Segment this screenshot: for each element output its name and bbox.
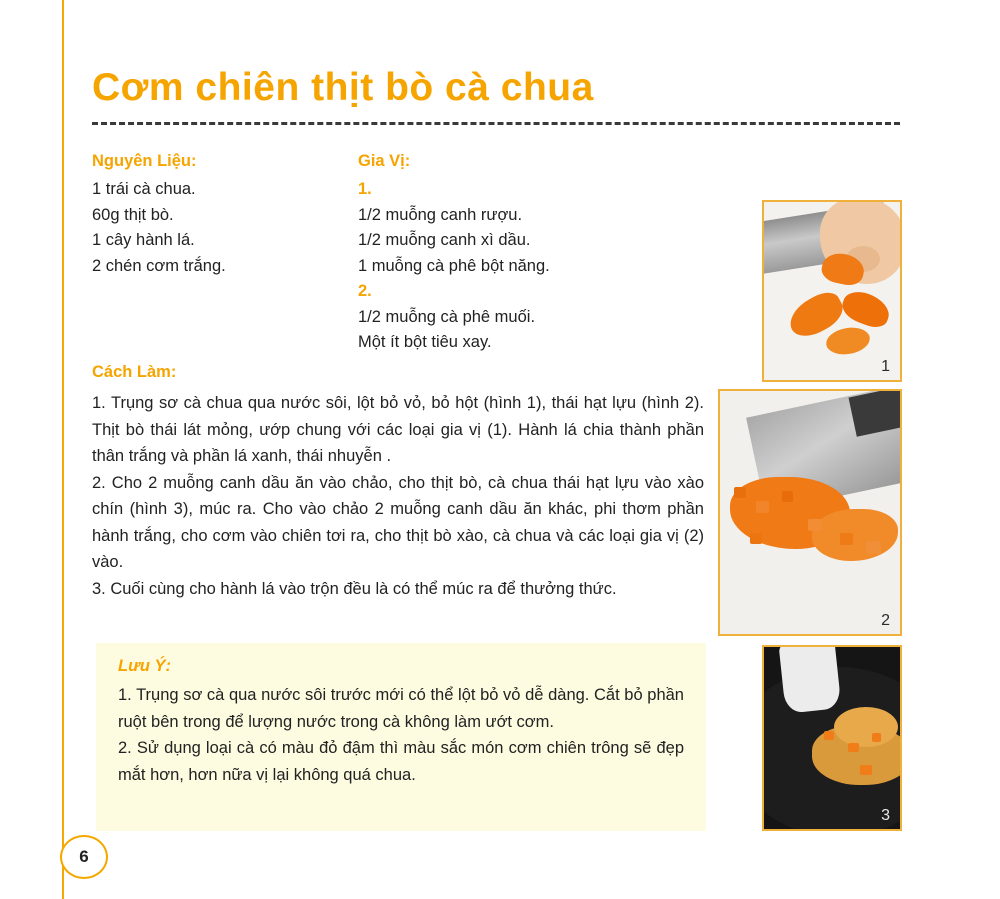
ingredient-item: 1 cây hành lá.: [92, 231, 195, 249]
tomato-dice-shape: [750, 533, 762, 544]
page-number: 6: [60, 835, 108, 879]
step-photo-3: [762, 645, 902, 831]
note-box: [96, 643, 706, 831]
ingredient-item: 2 chén cơm trắng.: [92, 256, 226, 275]
spice-item: Một ít bột tiêu xay.: [358, 333, 492, 351]
spice-item: 1/2 muỗng cà phê muối.: [358, 307, 536, 326]
tomato-dice-shape: [782, 491, 793, 502]
tomato-dice-shape: [840, 533, 853, 545]
method-heading: Cách Làm:: [92, 363, 177, 381]
note-heading: Lưu Ý:: [118, 657, 172, 675]
stir-fry-food-shape: [834, 707, 898, 747]
food-bit-shape: [824, 731, 834, 740]
ingredients-section: [92, 152, 342, 279]
spatula-shape: [778, 645, 841, 714]
spice-item: 1/2 muỗng canh xì dầu.: [358, 231, 531, 249]
tomato-dice-shape: [866, 541, 881, 554]
photo-caption: 1: [881, 358, 890, 375]
page-title: Cơm chiên thịt bò cà chua: [92, 66, 594, 109]
note-item: 2. Sử dụng loại cà có màu đỏ đậm thì màu sắc món cơm chiên trông sẽ đẹp mắt hơn, hơn nữa vị lại không quá chua.: [118, 739, 684, 784]
page-left-rule: [62, 0, 64, 899]
spices-heading: Gia Vị:: [358, 152, 411, 170]
ingredients-heading: Nguyên Liệu:: [92, 152, 197, 170]
method-step: 2. Cho 2 muỗng canh dầu ăn vào chảo, cho thịt bò, cà chua thái hạt lựu vào xào chín (hình 3), múc ra. Cho vào chảo 2 muỗng canh dầu ăn khác, phi thơm phần hành trắng, cho cơm vào chiên tơi ra, cho thịt bò xào, cà chua và các loại gia vị (2) vào.: [92, 473, 704, 571]
note-item: 1. Trụng sơ cà qua nước sôi trước mới có thể lột bỏ vỏ dễ dàng. Cắt bỏ phần ruột bên trong để lượng nước trong cà không làm ướt cơm.: [118, 686, 684, 731]
ingredient-item: 1 trái cà chua.: [92, 180, 196, 198]
step-photo-1: [762, 200, 902, 382]
spice-item: 1 muỗng cà phê bột năng.: [358, 256, 550, 275]
tomato-dice-shape: [808, 519, 822, 531]
spices-group-2-label: 2.: [358, 282, 372, 300]
spice-item: 1/2 muỗng canh rượu.: [358, 205, 523, 224]
food-bit-shape: [860, 765, 872, 775]
spices-group-1-label: 1.: [358, 180, 372, 198]
food-bit-shape: [848, 743, 859, 752]
photo-caption: 3: [881, 807, 890, 824]
photo-caption: 2: [881, 612, 890, 629]
method-step: 3. Cuối cùng cho hành lá vào trộn đều là có thể múc ra để thưởng thức.: [92, 579, 617, 598]
ingredient-item: 60g thịt bò.: [92, 205, 174, 224]
title-divider: [92, 122, 900, 125]
method-step: 1. Trụng sơ cà chua qua nước sôi, lột bỏ vỏ, bỏ hột (hình 1), thái hạt lựu (hình 2). Thịt bò thái lát mỏng, ướp chung với các loại gia vị (1). Hành lá chia thành phần thân trắng và phần lá xanh, thái nhuyễn .: [92, 394, 704, 465]
spices-section: [358, 152, 688, 356]
step-photo-2: [718, 389, 902, 636]
tomato-dice-shape: [756, 501, 769, 513]
method-section: [92, 363, 704, 602]
food-bit-shape: [872, 733, 881, 742]
tomato-dice-shape: [734, 487, 746, 498]
